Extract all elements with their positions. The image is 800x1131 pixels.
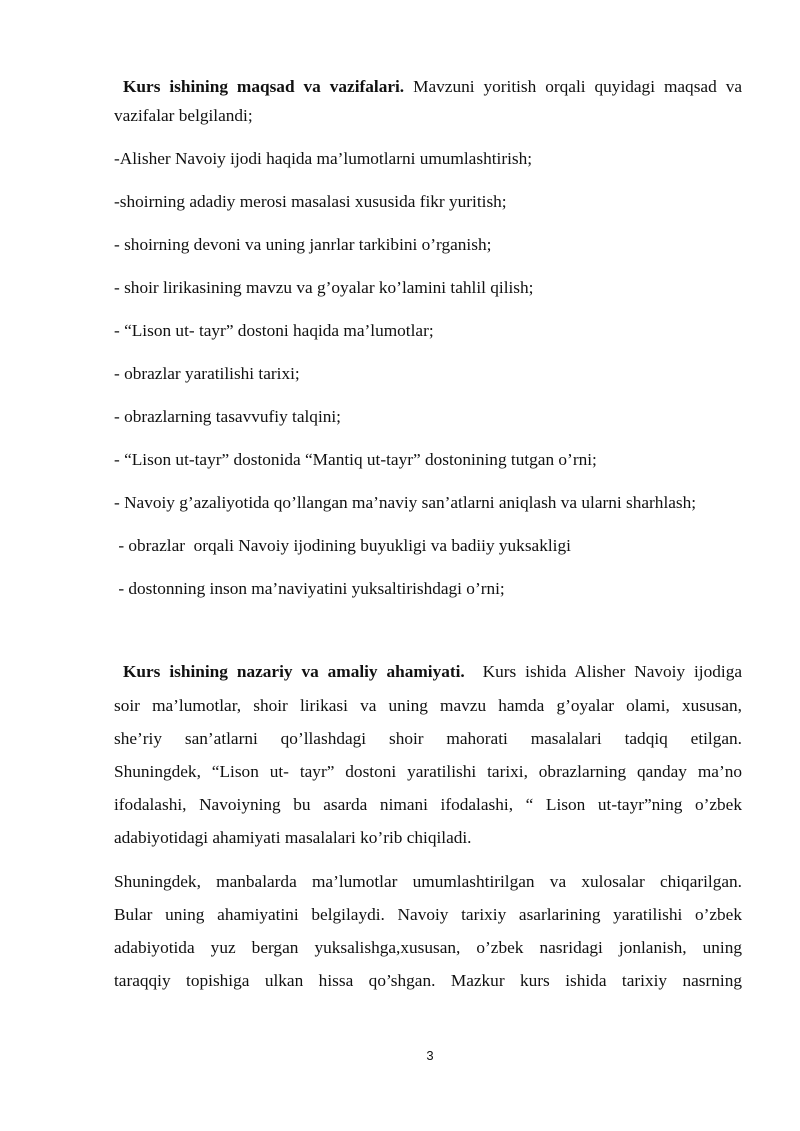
list-item: - obrazlar yaratilishi tarixi; bbox=[114, 364, 300, 383]
list-item: - Navoiy g’azaliyotida qo’llangan ma’naviy san’atlarni aniqlash va ularni sharhlash; bbox=[114, 493, 697, 512]
paragraph-line: Shuningdek, “Lison ut- tayr” dostoni yaratilishi tarixi, obrazlarning qanday ma’no bbox=[114, 762, 742, 781]
paragraph-line: soir ma’lumotlar, shoir lirikasi va uning mavzu hamda g’oyalar olami, xususan, bbox=[114, 696, 742, 715]
section1-intro-line2: vazifalar belgilandi; bbox=[114, 106, 253, 125]
list-item: - “Lison ut- tayr” dostoni haqida ma’lumotlar; bbox=[114, 321, 434, 340]
list-item: - obrazlarning tasavvufiy talqini; bbox=[114, 407, 341, 426]
section2-heading: Kurs ishining nazariy va amaliy ahamiyati. bbox=[122, 662, 465, 681]
paragraph-line: adabiyotidagi ahamiyati masalalari ko’rib chiqiladi. bbox=[114, 828, 472, 847]
page-number: 3 bbox=[426, 1048, 434, 1063]
list-item: -Alisher Navoiy ijodi haqida ma’lumotlarni umumlashtirish; bbox=[114, 149, 533, 168]
section1-heading: Kurs ishining maqsad va vazifalari. bbox=[122, 77, 405, 96]
paragraph-line: Bular uning ahamiyatini belgilaydi. Navoiy tarixiy asarlarining yaratilishi o’zbek bbox=[114, 905, 742, 924]
list-item: - “Lison ut-tayr” dostonida “Mantiq ut-tayr” dostonining tutgan o’rni; bbox=[114, 450, 597, 469]
list-item: - shoirning devoni va uning janrlar tarkibini o’rganish; bbox=[114, 235, 492, 254]
paragraph-line: adabiyotida yuz bergan yuksalishga,xususan, o’zbek nasridagi jonlanish, uning bbox=[114, 938, 742, 957]
paragraph-line: taraqqiy topishiga ulkan hissa qo’shgan. Mazkur kurs ishida tarixiy nasrning bbox=[114, 971, 742, 990]
list-item: -shoirning adadiy merosi masalasi xususida fikr yuritish; bbox=[114, 192, 507, 211]
section2-p1-line1: Kurs ishining nazariy va amaliy ahamiyati. Kurs ishida Alisher Navoiy ijodiga bbox=[122, 662, 743, 681]
list-item: - obrazlar orqali Navoiy ijodining buyukligi va badiiy yuksakligi bbox=[114, 536, 571, 555]
list-item: - shoir lirikasining mavzu va g’oyalar ko’lamini tahlil qilish; bbox=[114, 278, 534, 297]
paragraph-line: Shuningdek, manbalarda ma’lumotlar umumlashtirilgan va xulosalar chiqarilgan. bbox=[114, 872, 742, 891]
paragraph-line: she’riy san’atlarni qo’llashdagi shoir mahorati masalalari tadqiq etilgan. bbox=[114, 729, 742, 748]
list-item: - dostonning inson ma’naviyatini yuksaltirishdagi o’rni; bbox=[114, 579, 505, 598]
section1-intro-line1: Kurs ishining maqsad va vazifalari. Mavzuni yoritish orqali quyidagi maqsad va bbox=[122, 77, 743, 96]
paragraph-line: ifodalashi, Navoiyning bu asarda nimani ifodalashi, “ Lison ut-tayr”ning o’zbek bbox=[114, 795, 742, 814]
